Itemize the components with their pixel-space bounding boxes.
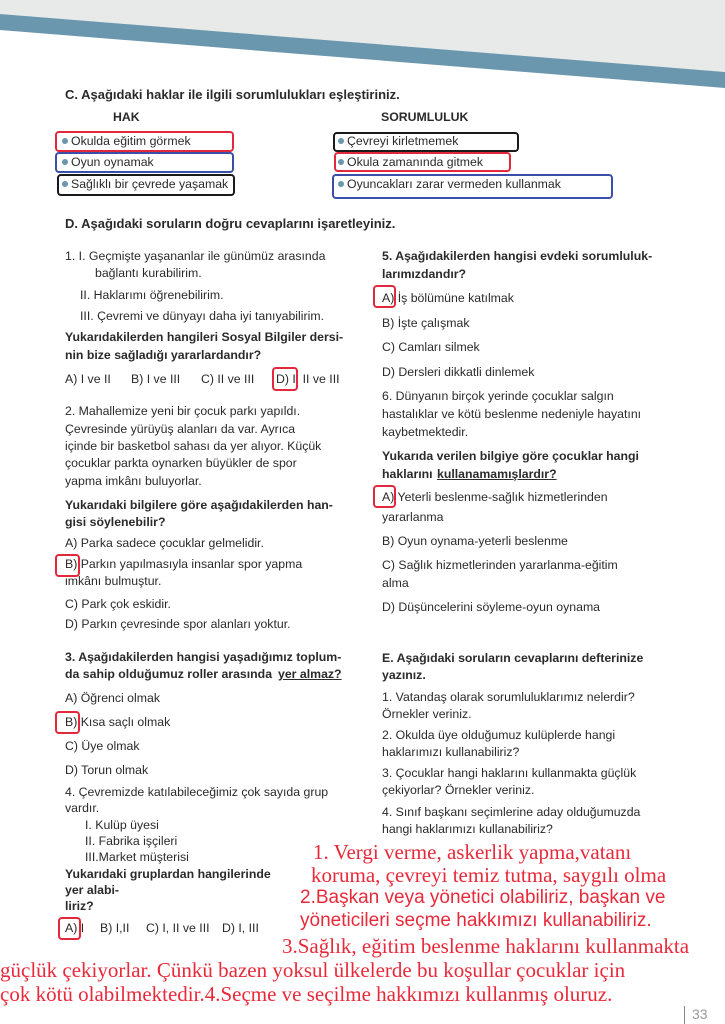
question-prompt-emphasis — [437, 466, 557, 482]
text: A) I ve II — [65, 372, 111, 386]
handwritten-answer-line: yöneticileri seçme hakkımızı kullanabiliriz. — [300, 910, 652, 931]
answer-option — [65, 690, 160, 706]
question-prompt — [65, 649, 341, 665]
question-text — [65, 800, 99, 816]
open-question — [382, 689, 635, 705]
answer-option — [65, 556, 302, 572]
text: II. Fabrika işçileri — [85, 834, 178, 848]
text: D) Dersleri dikkatli dinlemek — [382, 365, 535, 379]
answer-option — [382, 575, 409, 591]
text: kaybetmektedir. — [382, 425, 469, 439]
section-e-title — [382, 667, 426, 683]
open-question — [382, 744, 519, 760]
question-text — [65, 455, 297, 471]
text: III. Çevremi ve dünyayı daha iyi tanıyabilirim. — [80, 309, 324, 323]
text: III.Market müşterisi — [85, 850, 189, 864]
text: I. Kulüp üyesi — [85, 818, 159, 832]
text: B) Parkın yapılmasıyla insanlar spor yapma — [65, 557, 303, 571]
text: Yukarıdaki bilgilere göre aşağıdakilerden han- — [65, 498, 333, 512]
answer-option — [131, 371, 180, 387]
text: B) Oyun oynama-yeterli beslenme — [382, 534, 568, 548]
answer-option — [65, 616, 291, 632]
question-text — [85, 833, 177, 849]
answer-option — [100, 920, 129, 936]
text: içinde bir basketbol sahası da yer alıyor. Küçük — [65, 439, 322, 453]
text: Oyun oynamak — [71, 155, 154, 169]
text: çocuklar parkta oynarken büyükler de spor — [65, 456, 297, 470]
text: yapma imkânı buluyorlar. — [65, 474, 202, 488]
answer-option — [65, 714, 170, 730]
question-text — [65, 473, 202, 489]
text: 2. Okulda üye olduğumuz kulüplerde hangi — [382, 728, 616, 742]
question-text — [95, 265, 202, 281]
header-banner — [0, 0, 725, 100]
text: yararlanma — [382, 510, 444, 524]
text: Çevreyi kirletmemek — [347, 134, 459, 148]
open-question — [382, 804, 640, 820]
section-e-title — [382, 650, 643, 666]
text: çekiyorlar? Örnekler veriniz. — [382, 783, 535, 797]
text: HAK — [113, 110, 140, 124]
text: gisi söylenebilir? — [65, 515, 166, 529]
text: Sağlıklı bir çevrede yaşamak — [71, 177, 229, 191]
question-prompt — [65, 497, 333, 513]
text: Çevresinde yürüyüş alanları da var. Ayrıca — [65, 422, 296, 436]
text: B) I,II — [100, 921, 130, 935]
text: C) Camları silmek — [382, 340, 480, 354]
question-prompt — [65, 329, 343, 345]
text: larımızdandır? — [382, 267, 467, 281]
match-box-red — [55, 131, 234, 152]
text: A) I — [65, 921, 85, 935]
question-text — [65, 421, 295, 437]
question-text — [65, 403, 300, 419]
text: Okula zamanında gitmek — [347, 155, 484, 169]
answer-option — [201, 371, 254, 387]
question-text — [80, 308, 324, 324]
question-prompt — [382, 466, 433, 482]
text: 1. I. Geçmişte yaşananlar ile günümüz arasında — [65, 249, 326, 263]
question-prompt — [382, 266, 466, 282]
text: A) Öğrenci olmak — [65, 691, 160, 705]
answer-option — [65, 371, 111, 387]
text: Yukarıdaki gruplardan hangilerinde yer alabi- — [65, 867, 271, 897]
match-box-blue — [332, 174, 613, 199]
text: liriz? — [65, 899, 94, 913]
answer-option — [65, 762, 148, 778]
open-question — [382, 782, 534, 798]
question-text — [85, 849, 189, 865]
answer-option — [382, 599, 600, 615]
text: B) Kısa saçlı olmak — [65, 715, 171, 729]
answer-option — [222, 920, 259, 936]
text: Yukarıdakilerden hangileri Sosyal Bilgiler dersi- — [65, 330, 344, 344]
text: 3. Aşağıdakilerden hangisi yaşadığımız toplum- — [65, 650, 342, 664]
text: yazınız. — [382, 668, 426, 682]
text: alma — [382, 576, 409, 590]
text: D. Aşağıdaki soruların doğru cevaplarını işaretleyiniz. — [65, 216, 396, 231]
question-prompt — [65, 866, 280, 898]
text: da sahip olduğumuz roller arasında — [65, 667, 273, 681]
text: D) I, II ve III — [276, 372, 340, 386]
question-text — [65, 784, 328, 800]
answer-option — [382, 489, 608, 505]
question-prompt — [382, 248, 652, 264]
open-question — [382, 821, 553, 837]
text: D) Parkın çevresinde spor alanları yoktur. — [65, 617, 291, 631]
answer-mark — [55, 554, 80, 577]
text: C) Üye olmak — [65, 739, 140, 753]
text: yer almaz? — [278, 667, 342, 681]
question-text — [65, 438, 321, 454]
text: D) I, III — [222, 921, 259, 935]
handwritten-answer-line: koruma, çevreyi temiz tutma, saygılı olma — [311, 863, 667, 887]
text: Yukarıda verilen bilgiye göre çocuklar hangi — [382, 449, 639, 463]
text: Okulda eğitim görmek — [71, 134, 191, 148]
question-prompt-emphasis — [278, 666, 342, 682]
handwritten-answer-line: çok kötü olabilmektedir.4.Seçme ve seçilme hakkımızı kullanmış oluruz. — [0, 982, 613, 1006]
question-prompt — [65, 347, 261, 363]
question-text — [65, 248, 325, 264]
match-box-black — [333, 132, 519, 152]
answer-option — [382, 557, 618, 573]
text: C) II ve III — [201, 372, 255, 386]
answer-option — [65, 738, 139, 754]
text: C. Aşağıdaki haklar ile ilgili sorumlulukları eşleştiriniz. — [65, 87, 400, 102]
section-c-title — [65, 87, 400, 103]
open-question — [382, 727, 615, 743]
sorumluluk-header — [381, 109, 468, 125]
text: A) Yeterli beslenme-sağlık hizmetlerinden — [382, 490, 608, 504]
text: B) I ve III — [131, 372, 181, 386]
question-text — [382, 406, 641, 422]
answer-mark — [373, 485, 396, 508]
text: bağlantı kurabilirim. — [95, 266, 202, 280]
text: 5. Aşağıdakilerden hangisi evdeki sorumluluk- — [382, 249, 653, 263]
text: D) Torun olmak — [65, 763, 149, 777]
handwritten-answer-line: 2.Başkan veya yönetici olabiliriz, başkan ve — [300, 887, 666, 908]
answer-option — [65, 596, 171, 612]
hak-header — [113, 109, 140, 125]
text: C) Sağlık hizmetlerinden yararlanma-eğitim — [382, 558, 618, 572]
handwritten-answer-line: 1. Vergi verme, askerlik yapma,vatanı — [313, 840, 632, 864]
text: 2. Mahallemize yeni bir çocuk parkı yapıldı. — [65, 404, 301, 418]
question-prompt — [65, 514, 165, 530]
text: Oyuncakları zarar vermeden kullanmak — [347, 177, 561, 191]
answer-option — [382, 339, 480, 355]
answer-mark — [373, 285, 396, 308]
text: hangi haklarımızı kullanabiliriz? — [382, 822, 553, 836]
open-question — [382, 706, 472, 722]
text: C) Park çok eskidir. — [65, 597, 171, 611]
answer-option — [382, 533, 568, 549]
handwritten-answer-line: güçlük çekiyorlar. Çünkü bazen yoksul ülkelerde bu koşullar çocuklar için — [0, 958, 626, 982]
answer-option — [382, 509, 444, 525]
open-question — [382, 765, 636, 781]
match-box-red — [334, 152, 511, 172]
answer-mark — [58, 917, 81, 940]
text: II. Haklarımı öğrenebilirim. — [80, 288, 224, 302]
text: 4. Çevremizde katılabileceğimiz çok sayıda grup — [65, 785, 329, 799]
handwritten-answer-line: 3.Sağlık, eğitim beslenme haklarını kullanmakta — [282, 934, 690, 958]
answer-option — [65, 535, 264, 551]
text: imkânı bulmuştur. — [65, 574, 162, 588]
question-text — [80, 287, 224, 303]
text: B) İşte çalışmak — [382, 316, 470, 330]
section-d-title — [65, 216, 395, 232]
question-text — [382, 388, 614, 404]
text: 4. Sınıf başkanı seçimlerine aday olduğumuzda — [382, 805, 641, 819]
text: kullanamamışlardır? — [437, 467, 557, 481]
answer-option — [382, 290, 514, 306]
text: haklarımızı kullanabiliriz? — [382, 745, 520, 759]
answer-option — [146, 920, 210, 936]
answer-mark — [272, 367, 298, 391]
question-prompt — [65, 666, 272, 682]
text: D) Düşüncelerini söyleme-oyun oynama — [382, 600, 601, 614]
answer-option — [382, 364, 534, 380]
text: C) I, II ve III — [146, 921, 210, 935]
text: Örnekler veriniz. — [382, 707, 472, 721]
page-number-rule — [684, 1006, 685, 1024]
match-box-blue — [55, 152, 234, 173]
page-number: 33 — [692, 1006, 708, 1022]
text: E. Aşağıdaki soruların cevaplarını defterinize — [382, 651, 644, 665]
text: vardır. — [65, 801, 100, 815]
text: haklarını — [382, 467, 433, 481]
text: 6. Dünyanın birçok yerinde çocuklar salgın — [382, 389, 614, 403]
text: nin bize sağladığı yararlardandır? — [65, 348, 262, 362]
text: 1. Vatandaş olarak sorumluluklarımız nelerdir? — [382, 690, 635, 704]
text: A) İş bölümüne katılmak — [382, 291, 514, 305]
question-text — [85, 817, 159, 833]
text: A) Parka sadece çocuklar gelmelidir. — [65, 536, 264, 550]
answer-option — [382, 315, 469, 331]
question-prompt — [382, 448, 639, 464]
answer-option — [65, 573, 161, 589]
text: SORUMLULUK — [381, 110, 469, 124]
question-prompt — [65, 898, 94, 914]
answer-mark — [55, 711, 80, 734]
text: 3. Çocuklar hangi haklarını kullanmakta güçlük — [382, 766, 637, 780]
question-text — [382, 424, 468, 440]
match-box-black — [57, 174, 235, 196]
text: hastalıklar ve kötü beslenme nedeniyle hayatını — [382, 407, 642, 421]
